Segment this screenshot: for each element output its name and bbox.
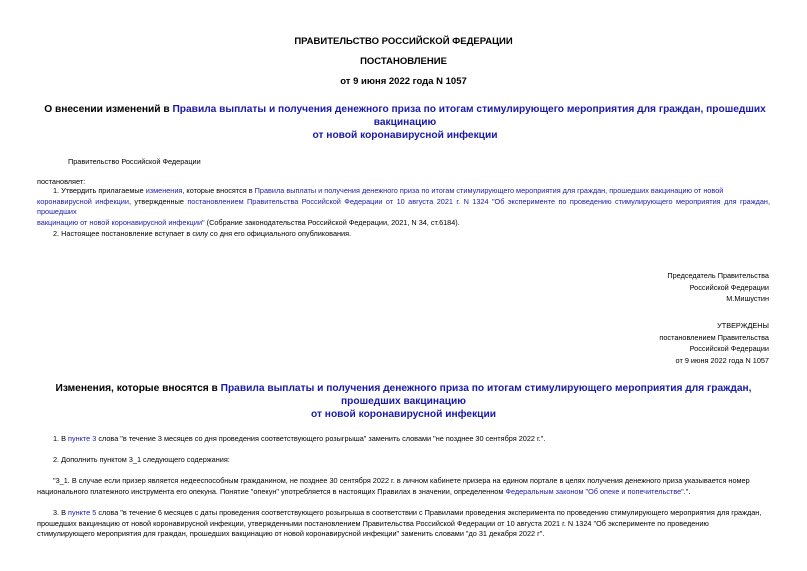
document-date: от 9 июня 2022 года N 1057	[340, 76, 467, 87]
document-type: ПОСТАНОВЛЕНИЕ	[360, 56, 447, 67]
rules-link[interactable]: Правила выплаты и получения денежного приза по итогам стимулирующего мероприятия для граждан, прошедших вакцинацию от новой	[254, 186, 724, 195]
title-rules-link-line2[interactable]: от новой коронавирусной инфекции	[312, 130, 498, 141]
item-1: 1. Утвердить прилагаемые изменения, которые вносятся в Правила выплаты и получения денежного приза по итогам стимулирующего мероприятия для граждан, прошедших вакцинацию от новой коронавирусной инфекции, утвержденные постановлением Правительства Российской Федерации от 10 августа 2021 г. N 1324 "Об эксперименте по проведению стимулирующего мероприятия для граждан, прошедших вакцинацию от новой коронавирусной инфекции" (Собрание законодательства Российской Федерации, 2021, N 34, ст.6184).	[37, 186, 770, 227]
change-2-quote: "3_1. В случае если призер является недееспособным гражданином, не позднее 30 сентября 2022 г. в личном кабинете призера на едином портале в целях получения денежного приза указывается номер национального платежного инструмента его опекуна. Понятие "опекун" употребляется в настоящих Правилах в значении, определенном Федеральным законом "Об опеке и попечительстве".".	[37, 476, 750, 496]
resolution-1324-link-cont[interactable]: вакцинацию от новой коронавирусной инфекции"	[37, 217, 205, 227]
title-rules-link[interactable]: Правила выплаты и получения денежного приза по итогам стимулирующего мероприятия для граждан, прошедших вакцинацию	[172, 104, 766, 128]
resolution-1324-link[interactable]: постановлением Правительства Российской Федерации от 10 августа 2021 г. N 1324 "Об эксперименте по проведению стимулирующего мероприятия для граждан, прошедших	[37, 196, 770, 216]
changes-rules-link-line2[interactable]: от новой коронавирусной инфекции	[311, 409, 496, 420]
rules-link-cont[interactable]: коронавирусной инфекции	[37, 196, 129, 206]
intro-government: Правительство Российской Федерации	[68, 157, 201, 166]
document-title	[30, 103, 780, 142]
approval-block: УТВЕРЖДЕНЫ постановлением Правительства Российской Федерации от 9 июня 2022 года N 1057	[659, 321, 769, 365]
changes-link[interactable]: изменения	[145, 186, 183, 195]
government-header: ПРАВИТЕЛЬСТВО РОССИЙСКОЙ ФЕДЕРАЦИИ	[294, 36, 513, 47]
paragraph-3-link[interactable]: пункте 3	[68, 434, 97, 443]
signature-block: Председатель Правительства Российской Федерации М.Мишустин	[667, 271, 769, 303]
item-2: 2. Настоящее постановление вступает в силу со дня его официального опубликования.	[53, 229, 352, 238]
change-2: 2. Дополнить пунктом 3_1 следующего содержания:	[53, 455, 230, 464]
paragraph-5-link[interactable]: пункте 5	[68, 508, 97, 517]
intro-decides: постановляет:	[37, 177, 86, 186]
title-prefix: О внесении изменений в	[44, 104, 173, 115]
changes-rules-link[interactable]: Правила выплаты и получения денежного приза по итогам стимулирующего мероприятия для граждан, прошедших вакцинацию	[220, 383, 752, 407]
change-3: 3. В пункте 5 слова "в течение 6 месяцев с даты проведения соответствующего розыгрыша в соответствии с Правилами проведения эксперимента по проведению стимулирующего мероприятия для граждан, прошедших вакцинацию от новой коронавирусной инфекции, утвержденными постановлением Правительства Российской Федерации от 10 августа 2021 г. N 1324 "Об эксперименте по проведению стимулирующего мероприятия для граждан, прошедших вакцинацию от новой коронавирусной инфекции" заменить словами "до 31 декабря 2022 г".	[37, 508, 762, 538]
change-1: 1. В пункте 3 слова "в течение 3 месяцев со дня проведения соответствующего розыгрыша" заменить словами "не позднее 30 сентября 2022 г.".	[53, 434, 546, 443]
changes-title: Изменения, которые вносятся в Правила выплаты и получения денежного приза по итогам стимулирующего мероприятия для граждан, прошедших вакцинацию от новой коронавирусной инфекции	[40, 382, 767, 421]
guardianship-law-link[interactable]: Федеральным законом "Об опеке и попечительстве"	[505, 486, 684, 496]
